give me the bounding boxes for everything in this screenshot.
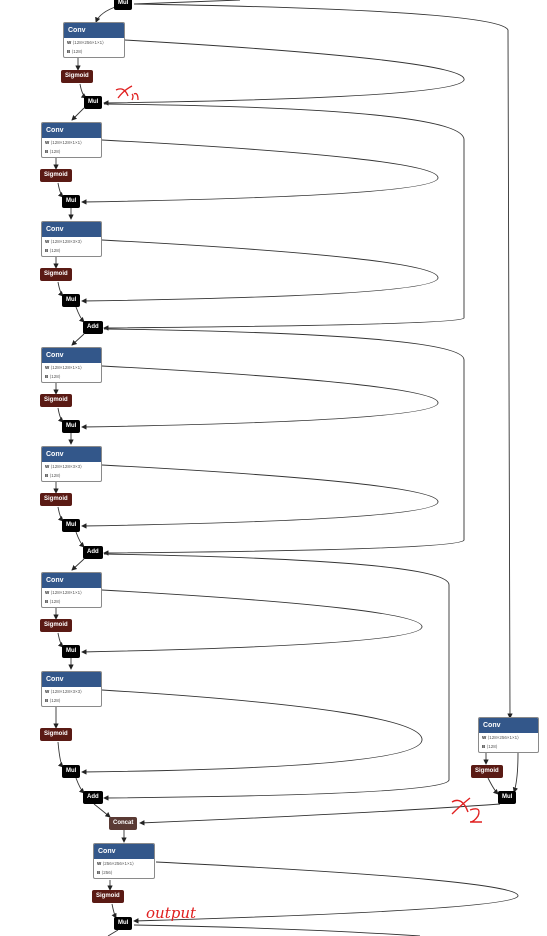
sigmoid-node[interactable]: Sigmoid <box>40 619 72 632</box>
edge <box>72 559 84 570</box>
conv-title: Conv <box>479 718 538 733</box>
x1-annotation-mark <box>116 86 138 100</box>
edge <box>82 465 438 526</box>
edge <box>82 590 422 652</box>
conv-node[interactable]: Conv W ⟨128×128×1×1⟩ B ⟨128⟩ <box>41 572 102 608</box>
conv-title: Conv <box>42 447 101 462</box>
edge <box>104 104 464 328</box>
sigmoid-node[interactable]: Sigmoid <box>40 268 72 281</box>
output-annotation: output <box>146 904 197 922</box>
conv-title: Conv <box>42 573 101 588</box>
add-node[interactable]: Add <box>83 321 103 334</box>
conv-node[interactable]: Conv W ⟨128×128×1×1⟩ B ⟨128⟩ <box>41 122 102 158</box>
conv-title: Conv <box>42 348 101 363</box>
conv-node[interactable]: Conv W ⟨128×128×3×3⟩ B ⟨128⟩ <box>41 221 102 257</box>
concat-node[interactable]: Concat <box>109 817 137 830</box>
edge <box>58 742 63 767</box>
edge <box>104 554 449 798</box>
conv-title: Conv <box>64 23 124 38</box>
conv-node[interactable]: Conv W ⟨128×128×3×3⟩ B ⟨128⟩ <box>41 446 102 482</box>
add-node[interactable]: Add <box>83 546 103 559</box>
mul-node[interactable]: Mul <box>114 0 132 10</box>
mul-node[interactable]: Mul <box>62 420 80 433</box>
sigmoid-node[interactable]: Sigmoid <box>92 890 124 903</box>
conv-title: Conv <box>94 844 154 859</box>
edge <box>104 329 464 553</box>
conv-title: Conv <box>42 672 101 687</box>
sigmoid-node[interactable]: Sigmoid <box>471 765 503 778</box>
edge <box>82 366 438 427</box>
edge <box>112 904 116 918</box>
x2-annotation-mark <box>452 798 482 822</box>
edge <box>488 778 498 794</box>
conv-title: Conv <box>42 222 101 237</box>
edge <box>134 925 420 936</box>
edge <box>72 108 84 120</box>
mul-node[interactable]: Mul <box>498 791 516 804</box>
edge <box>82 140 438 202</box>
mul-node[interactable]: Mul <box>114 917 132 930</box>
sigmoid-node[interactable]: Sigmoid <box>40 728 72 741</box>
mul-node[interactable]: Mul <box>62 195 80 208</box>
edge <box>76 532 84 547</box>
edge <box>72 334 84 345</box>
sigmoid-node[interactable]: Sigmoid <box>40 169 72 182</box>
edge <box>82 240 438 301</box>
conv-node[interactable]: Conv W ⟨128×128×3×3⟩ B ⟨128⟩ <box>41 671 102 707</box>
conv-node[interactable]: Conv W ⟨128×256×1×1⟩ B ⟨128⟩ <box>63 22 125 58</box>
sigmoid-node[interactable]: Sigmoid <box>40 493 72 506</box>
edge <box>134 0 240 4</box>
mul-node[interactable]: Mul <box>84 96 102 109</box>
edge <box>140 804 500 823</box>
edge <box>76 307 84 322</box>
conv-node[interactable]: Conv W ⟨256×256×1×1⟩ B ⟨256⟩ <box>93 843 155 879</box>
edge <box>514 753 518 792</box>
mul-node[interactable]: Mul <box>62 519 80 532</box>
mul-node[interactable]: Mul <box>62 765 80 778</box>
sigmoid-node[interactable]: Sigmoid <box>40 394 72 407</box>
edge <box>82 690 422 772</box>
edge <box>94 804 110 817</box>
conv-node[interactable]: Conv W ⟨128×128×1×1⟩ B ⟨128⟩ <box>41 347 102 383</box>
add-node[interactable]: Add <box>83 791 103 804</box>
mul-node[interactable]: Mul <box>62 294 80 307</box>
sigmoid-node[interactable]: Sigmoid <box>61 70 93 83</box>
edge <box>108 930 118 936</box>
conv-title: Conv <box>42 123 101 138</box>
mul-node[interactable]: Mul <box>62 645 80 658</box>
conv-node[interactable]: Conv W ⟨128×256×1×1⟩ B ⟨128⟩ <box>478 717 539 753</box>
edge <box>104 40 464 103</box>
